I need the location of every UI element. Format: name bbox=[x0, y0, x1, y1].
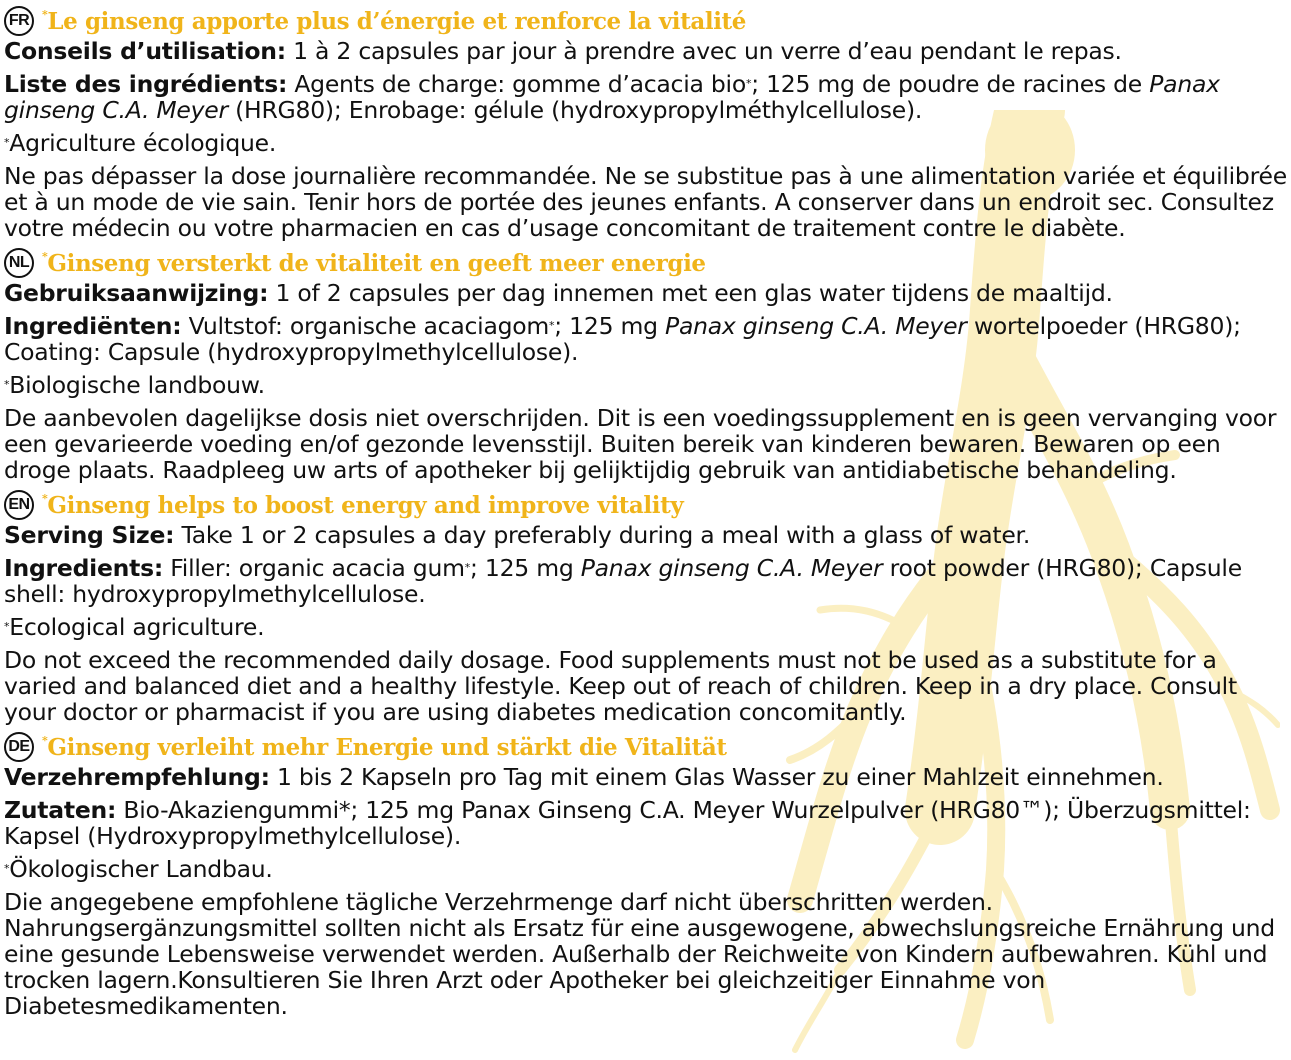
ingredients-line: Ingrediënten: Vultstof: organische acaciagom*; 125 mg Panax ginseng C.A. Meyer wortelpoeder (HRG80); Coating: Capsule (hydroxypropylmethylcellulose). bbox=[4, 312, 1241, 366]
warning-text: Do not exceed the recommended daily dosage. Food supplements must not be used as a substitute for a varied and balanced diet and a healthy lifestyle. Keep out of reach of children. Keep in a dry place. Consult your doctor or pharmacist if you are using diabetes medication concomitantly. bbox=[4, 646, 1237, 726]
ingredients-label: Ingredients: bbox=[4, 554, 163, 582]
asterisk: * bbox=[42, 491, 48, 505]
footnote: *Ecological agriculture. bbox=[4, 613, 265, 641]
usage-line bbox=[4, 522, 1287, 548]
warning-text: Die angegebene empfohlene tägliche Verzehrmenge darf nicht überschritten werden. Nahrungsergänzungsmittel sollten nicht als Ersatz für eine ausgewogene, abwechslungsreiche Ernährung und eine gesunde Lebensweise verwendet werden. Außerhalb der Reichweite von Kindern aufbewahren. Kühl und trocken lagern.Konsultieren Sie Ihren Arzt oder Apotheker bei gleichzeitiger Einnahme von Diabetesmedikamenten. bbox=[4, 888, 1275, 1020]
usage-line bbox=[4, 280, 1287, 306]
ingredients-label: Ingrediënten: bbox=[4, 312, 182, 340]
ingredients-line: Zutaten: Bio-Akaziengummi*; 125 mg Panax Ginseng C.A. Meyer Wurzelpulver (HRG80™); Überzugsmittel: Kapsel (Hydroxypropylmethylcellulose). bbox=[4, 796, 1251, 850]
usage-text: 1 bis 2 Kapseln pro Tag mit einem Glas Wasser zu einer Mahlzeit einnehmen. bbox=[276, 763, 1164, 791]
warning-text: De aanbevolen dagelijkse dosis niet overschrijden. Dit is een voedingssupplement en is geen vervanging voor een gevarieerde voeding en/of gezonde levensstijl. Buiten bereik van kinderen bewaren. Bewaren op een droge plaats. Raadpleeg uw arts of apotheker bij gelijktijdig gebruik van antidiabetische behandeling. bbox=[4, 404, 1277, 484]
section-headline: *Ginseng versterkt de vitaliteit en geeft meer energie bbox=[42, 249, 706, 277]
language-badge-en: EN bbox=[4, 490, 34, 520]
section-en bbox=[4, 488, 1287, 725]
ingredients-line: Liste des ingrédients: Agents de charge: gomme d’acacia bio*; 125 mg de poudre de racines de Panax ginseng C.A. Meyer (HRG80); Enrobage: gélule (hydroxypropylméthylcellulose). bbox=[4, 70, 1220, 124]
footnote: *Agriculture écologique. bbox=[4, 129, 277, 157]
section-fr bbox=[4, 4, 1287, 241]
section-header bbox=[4, 730, 1287, 764]
usage-line bbox=[4, 764, 1287, 790]
section-de bbox=[4, 730, 1287, 1019]
usage-text: Take 1 or 2 capsules a day preferably during a meal with a glass of water. bbox=[181, 521, 1031, 549]
asterisk: * bbox=[42, 249, 48, 263]
footnote: *Ökologischer Landbau. bbox=[4, 855, 273, 883]
section-header bbox=[4, 488, 1287, 522]
section-header bbox=[4, 4, 1287, 38]
usage-text: 1 of 2 capsules per dag innemen met een glas water tijdens de maaltijd. bbox=[275, 279, 1113, 307]
ingredients-line: Ingredients: Filler: organic acacia gum*; 125 mg Panax ginseng C.A. Meyer root powder (HRG80); Capsule shell: hydroxypropylmethylcellulose. bbox=[4, 554, 1242, 608]
asterisk: * bbox=[42, 733, 48, 747]
usage-label: Gebruiksaanwijzing: bbox=[4, 279, 269, 307]
ingredients-label: Zutaten: bbox=[4, 796, 117, 824]
leaflet-text bbox=[4, 4, 1287, 1024]
usage-text: 1 à 2 capsules par jour à prendre avec un verre d’eau pendant le repas. bbox=[293, 37, 1122, 65]
usage-label: Conseils d’utilisation: bbox=[4, 37, 286, 65]
section-headline: *Ginseng helps to boost energy and improve vitality bbox=[42, 491, 684, 519]
asterisk: * bbox=[42, 7, 48, 21]
section-headline: *Ginseng verleiht mehr Energie und stärkt die Vitalität bbox=[42, 733, 727, 761]
language-badge-de: DE bbox=[4, 732, 34, 762]
section-nl bbox=[4, 246, 1287, 483]
section-header bbox=[4, 246, 1287, 280]
usage-label: Verzehrempfehlung: bbox=[4, 763, 270, 791]
usage-line bbox=[4, 38, 1287, 64]
language-badge-fr: FR bbox=[4, 6, 34, 36]
usage-label: Serving Size: bbox=[4, 521, 175, 549]
warning-text: Ne pas dépasser la dose journalière recommandée. Ne se substitue pas à une alimentation variée et équilibrée et à un mode de vie sain. Tenir hors de portée des jeunes enfants. A conserver dans un endroit sec. Consultez votre médecin ou votre pharmacien en cas d’usage concomitant de traitement contre le diabète. bbox=[4, 162, 1287, 242]
language-badge-nl: NL bbox=[4, 248, 34, 278]
footnote: *Biologische landbouw. bbox=[4, 371, 265, 399]
section-headline: *Le ginseng apporte plus d’énergie et renforce la vitalité bbox=[42, 7, 746, 35]
ingredients-label: Liste des ingrédients: bbox=[4, 70, 288, 98]
